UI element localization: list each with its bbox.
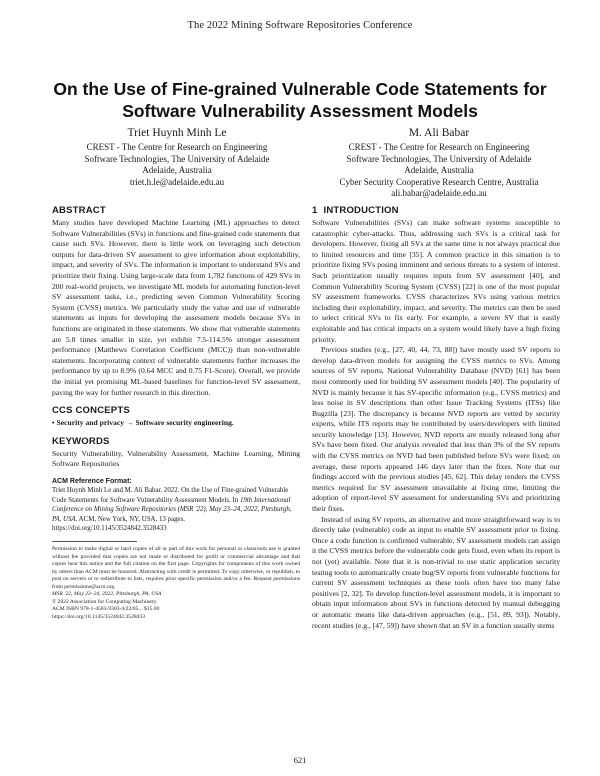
abstract-heading: ABSTRACT [52, 205, 106, 216]
left-column [52, 205, 300, 621]
reference-format-text [52, 486, 300, 533]
title-line-2: Software Vulnerability Assessment Models [122, 101, 478, 121]
reference-authors: Triet Huynh Minh Le and M. Ali Babar. 2022. On the Use of Fine-grained Vulnerable Code Statements for Software Vulnerability Assessment Models. In [52, 487, 289, 504]
right-column [312, 205, 560, 631]
author-email[interactable]: ali.babar@adelaide.edu.au [391, 188, 487, 199]
author-email[interactable]: triet.h.le@adelaide.edu.au [129, 176, 225, 187]
keywords-text: Security Vulnerability, Vulnerability Assessment, Machine Learning, Mining Software Repositories [52, 448, 300, 469]
permission-notice: Permission to make digital or hard copies of all or part of this work for personal or classroom use is granted without fee provided that copies are not made or distributed for profit or commercial advantage and that copies bear this notice and the full citation on the first page. Copyrights for components of this work owned by others than ACM must be honored. Abstracting with credit is permitted. To copy otherwise, or republish, to post on servers or to redistribute to lists, requires prior specific permission and/or a fee. Request permissions from permissions@acm.org. [52, 546, 300, 590]
author-affiliation: CREST - The Centre for Research on Engineering [86, 142, 268, 152]
author-affiliation: Cyber Security Cooperative Research Centre, Australia [339, 176, 539, 187]
copyright-line: © 2022 Association for Computing Machinery. [52, 598, 158, 605]
author-affiliation: Software Technologies, The University of Adelaide [346, 153, 532, 164]
footnote-rule [52, 541, 137, 542]
conference-header: The 2022 Mining Software Repositories Conference [187, 20, 413, 31]
ccs-heading: CCS CONCEPTS [52, 405, 130, 417]
reference-venue: 19th International Conference on Mining Software Repositories (MSR '22), May 23–24, 2022, Pittsburgh, PA, USA. [52, 496, 292, 523]
reference-format-heading: ACM Reference Format: [52, 477, 132, 485]
intro-paragraph-2: Previous studies (e.g., [27, 40, 44, 73, 88]) have mostly used SV reports to develop data-driven models for assigning the CVSS metrics to SVs. Among sources of SV reports, National Vulnerability Database (NVD) [61] has been most commonly used for building SV assessment models [40]. The popularity of NVD is mainly because it has SV-specific information (e.g., CVSS metrics) and less noise in SV descriptions than other Issue Tracking Systems (ITSs) like Bugzilla [23]. The discrepancy is because NVD reports are vetted by security experts, while ITS reports may be contributed by users/developers with limited security knowledge [13]. However, NVD reports are mostly released long after SVs have been fixed. Our analysis revealed that less than 3% of the SV reports with the CVSS metrics on NVD had been published before SVs were fixed; on average, these reports appeared 146 days later than the fixes. Note that our findings accord with the previous studies [45, 62]. This delay renders the CVSS metrics required for SV assessment unavailable at fixing time, limiting the adoption of report-level SV assessment for understanding SVs and prioritizing their fixes. [312, 345, 560, 514]
reference-doi[interactable]: ACM, New York, NY, USA, 13 pages. https://doi.org/10.1145/3524842.3528433 [52, 515, 185, 532]
ccs-text [52, 418, 300, 429]
author-2 [314, 126, 564, 200]
author-name: M. Ali Babar [408, 127, 470, 139]
author-location: Adelaide, Australia [404, 165, 474, 176]
author-affiliation: CREST - The Centre for Research on Engineering [348, 142, 530, 152]
permission-venue: MSR '22, May 23–24, 2022, Pittsburgh, PA, USA [52, 591, 162, 598]
abstract-text: Many studies have developed Machine Learning (ML) approaches to detect Software Vulnerabilities (SVs) in functions and fine-grained code statements that cause such SVs. However, there is little work on leveraging such detection outputs for data-driven SV assessment to give information about exploitability, impact, and severity of SVs. The information is important to understand SVs and prioritize their fixing. Using large-scale data from 1,782 functions of 429 SVs in 200 real-world projects, we investigate ML models for automating function-level SV assessment tasks, i.e., predicting seven Common Vulnerability Scoring System (CVSS) metrics. We particularly study the value and use of vulnerable statements as inputs for developing the assessment models because SVs in functions are originated in these statements. We show that vulnerable statements are 5.8 times smaller in size, yet exhibit 7.5-114.5% stronger assessment performance (Matthews Correlation Coefficient (MCC)) than non-vulnerable statements. Incorporating context of vulnerable statements further increases the performance by up to 8.9% (0.64 MCC and 0.75 F1-Score). Overall, we provide the initial yet promising ML-based baselines for function-level SV assessment, paving the way for further research in this direction. [52, 218, 300, 397]
introduction-heading [312, 205, 560, 216]
author-location: Adelaide, Australia [142, 165, 212, 176]
ccs-concept: • Security and privacy → Software security engineering. [52, 418, 234, 428]
section-title: INTRODUCTION [323, 205, 399, 216]
author-1 [52, 126, 302, 188]
author-name: Triet Huynh Minh Le [127, 127, 227, 139]
intro-paragraph-3: Instead of using SV reports, an alternative and more straightforward way is to directly take (vulnerable) code as input to enable SV assessment prior to fixing. Once a code function is confirmed vulnerable, SV assessment models can assign it the CVSS metrics before the vulnerable code gets fixed, even when its report is not (yet) available. Note that it is non-trivial to use static application security testing tools to automatically create bug/SV reports from vulnerable functions for current SV assessment techniques as these tools often have too many false positives [2, 32]. To develop function-level assessment models, it is important to obtain input information about SVs in functions detected by manual debugging or automatic means like data-driven approaches (e.g., [51, 89, 93]). Notably, recent studies (e.g., [47, 59]) have shown that an SV in a function usually stems [312, 514, 560, 630]
page-number: 621 [293, 755, 307, 765]
isbn-line: ACM ISBN 978-1-4503-9303-4/22/05... $15.00 [52, 606, 160, 613]
section-number: 1 [312, 205, 318, 216]
doi-link[interactable]: https://doi.org/10.1145/3524842.3528433 [52, 613, 146, 620]
author-affiliation: Software Technologies, The University of Adelaide [84, 153, 270, 164]
intro-paragraph-1: Software Vulnerabilities (SVs) can make software systems susceptible to catastrophic cyber-attacks. Thus, addressing such SVs is a critical task for developers. However, fixing all SVs at the same time is not always practical due to limited resources and time [35]. A common practice in this situation is to prioritize fixing SVs posing imminent and serious threats to a system of interest. Such prioritization usually requires inputs from SV assessment [40], and Common Vulnerability Scoring System (CVSS) [22] is one of the most popular SV assessment frameworks. CVSS characterizes SVs using various metrics including their exploitability, impact, and severity. The metrics can then be used to select critical SVs to fix early. For example, a severe SV that is easily exploitable and has critical impacts on a system would likely have a high fixing priority. [312, 218, 560, 344]
keywords-heading: KEYWORDS [52, 435, 110, 447]
paper-title [40, 78, 560, 122]
title-line-1: On the Use of Fine-grained Vulnerable Code Statements for [53, 79, 547, 99]
